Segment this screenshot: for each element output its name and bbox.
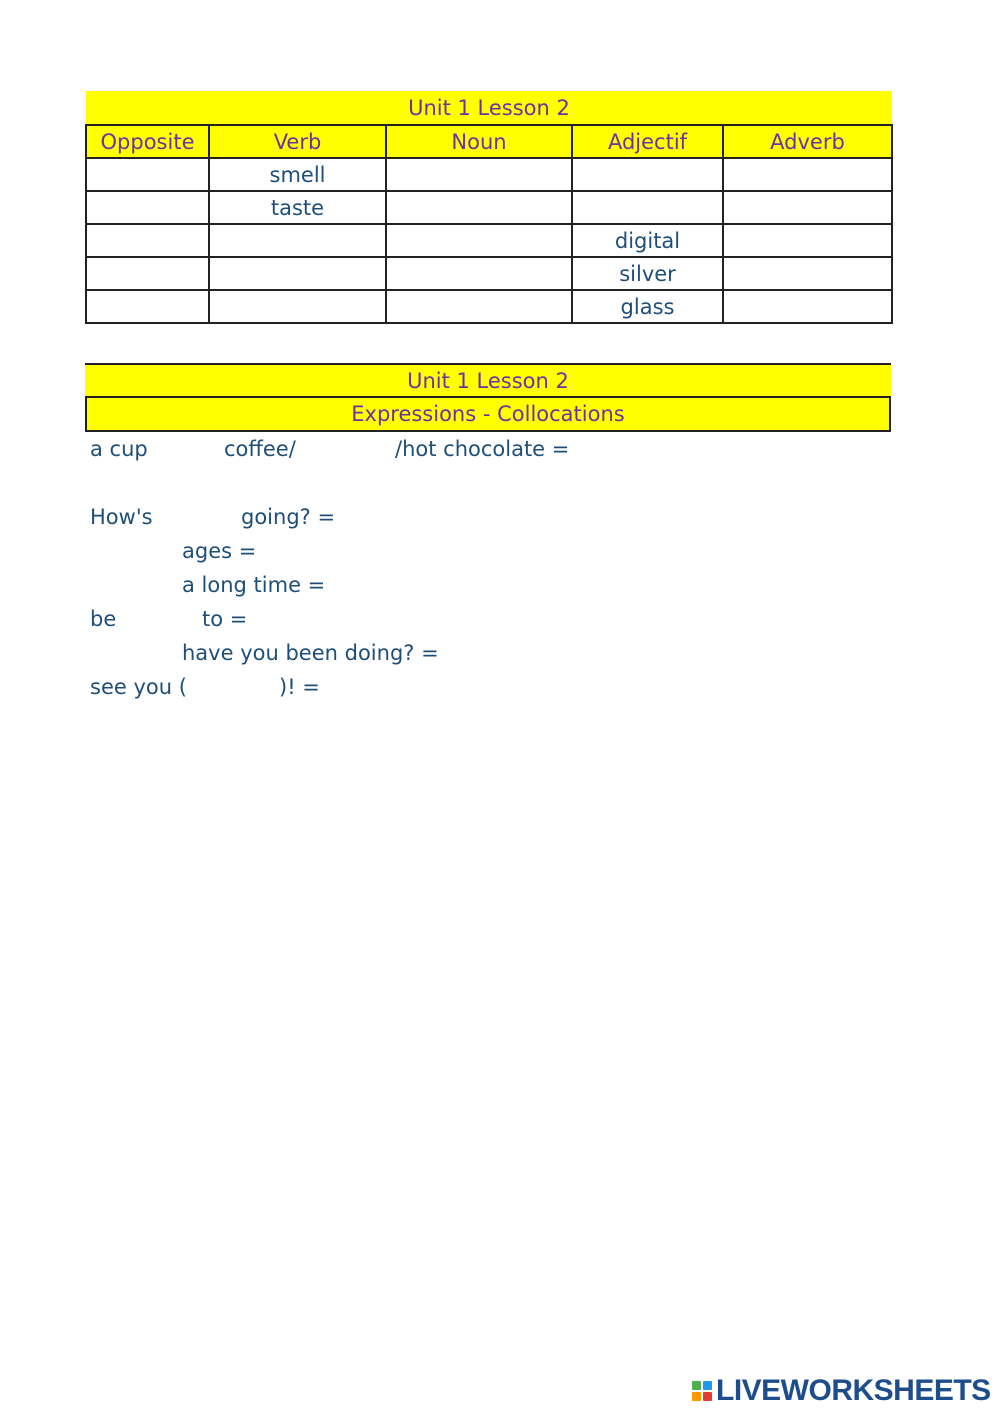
answer-cell[interactable] — [723, 257, 892, 290]
table-row — [86, 257, 892, 290]
expression-text: a long time = — [182, 573, 326, 597]
answer-cell[interactable] — [86, 224, 209, 257]
column-header-verb: Verb — [209, 125, 386, 158]
table-header-row — [86, 125, 892, 158]
given-word-cell: digital — [572, 224, 723, 257]
answer-cell[interactable] — [386, 257, 572, 290]
column-header-opposite: Opposite — [86, 125, 209, 158]
answer-cell[interactable] — [386, 191, 572, 224]
expression-text: see you ( — [90, 675, 187, 699]
logo-square — [703, 1392, 712, 1401]
answer-cell[interactable] — [572, 158, 723, 191]
expression-text: going? = — [241, 505, 336, 529]
table-row — [86, 224, 892, 257]
answer-cell[interactable] — [209, 224, 386, 257]
logo-square — [692, 1392, 701, 1401]
answer-cell[interactable] — [723, 224, 892, 257]
answer-cell[interactable] — [572, 191, 723, 224]
table-title: Unit 1 Lesson 2 — [86, 91, 892, 125]
expression-text: ages = — [182, 539, 257, 563]
logo-text: LIVEWORKSHEETS — [716, 1374, 991, 1407]
table-row — [86, 158, 892, 191]
answer-cell[interactable] — [723, 158, 892, 191]
given-word-cell: glass — [572, 290, 723, 323]
table-row — [86, 191, 892, 224]
answer-cell[interactable] — [86, 158, 209, 191]
answer-cell[interactable] — [86, 290, 209, 323]
answer-cell[interactable] — [723, 290, 892, 323]
logo-square — [692, 1381, 701, 1390]
expression-text: )! = — [279, 675, 320, 699]
expression-text: to = — [202, 607, 248, 631]
answer-cell[interactable] — [386, 290, 572, 323]
answer-cell[interactable] — [723, 191, 892, 224]
given-word-cell: taste — [209, 191, 386, 224]
answer-cell[interactable] — [86, 257, 209, 290]
expression-text: be — [90, 607, 117, 631]
given-word-cell: smell — [209, 158, 386, 191]
expression-text: have you been doing? = — [182, 641, 439, 665]
column-header-noun: Noun — [386, 125, 572, 158]
answer-cell[interactable] — [386, 158, 572, 191]
expression-text: How's — [90, 505, 153, 529]
liveworksheets-logo — [692, 1376, 991, 1406]
column-header-adverb: Adverb — [723, 125, 892, 158]
section-subtitle: Expressions - Collocations — [85, 396, 891, 432]
logo-icon — [692, 1381, 712, 1401]
column-header-adjectif: Adjectif — [572, 125, 723, 158]
logo-square — [703, 1381, 712, 1390]
expression-text: coffee/ — [224, 437, 296, 461]
given-word-cell: silver — [572, 257, 723, 290]
expression-text: a cup — [90, 437, 148, 461]
expressions-section — [85, 363, 891, 432]
answer-cell[interactable] — [209, 257, 386, 290]
answer-cell[interactable] — [386, 224, 572, 257]
expression-text: /hot chocolate = — [395, 437, 570, 461]
answer-cell[interactable] — [86, 191, 209, 224]
word-forms-table — [85, 91, 893, 324]
section-title: Unit 1 Lesson 2 — [85, 363, 891, 396]
answer-cell[interactable] — [209, 290, 386, 323]
table-row — [86, 290, 892, 323]
